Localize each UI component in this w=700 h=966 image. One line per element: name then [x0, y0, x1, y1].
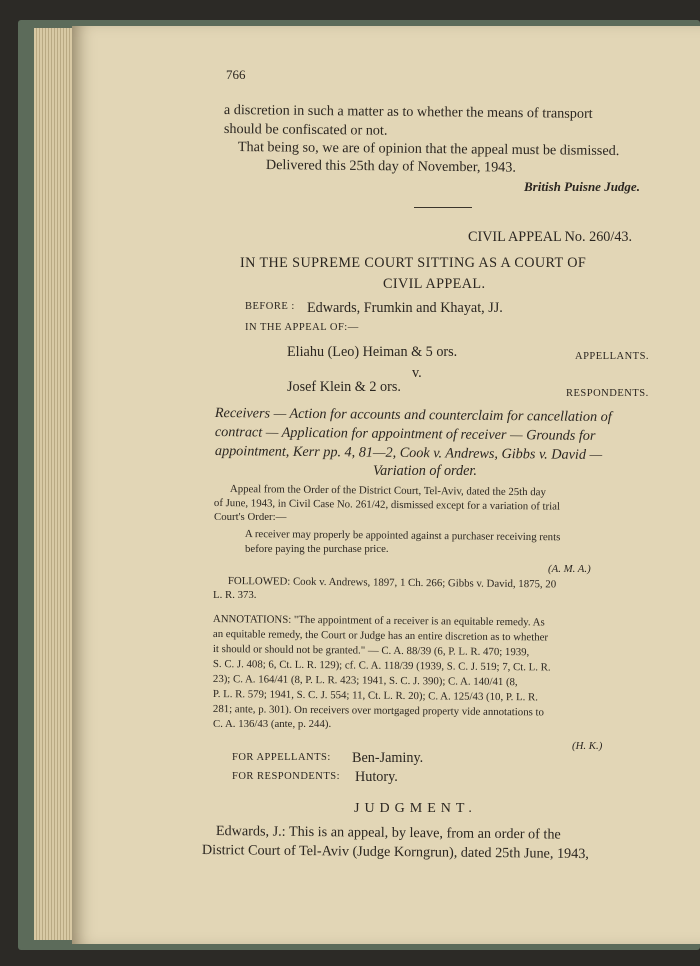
summary-line: Court's Order:— [214, 511, 287, 523]
appellants-counsel: Ben-Jaminy. [352, 750, 424, 766]
respondents-label: RESPONDENTS. [566, 388, 649, 399]
appellants-names: Eliahu (Leo) Heiman & 5 ors. [287, 344, 458, 360]
respondents-counsel-label: FOR RESPONDENTS: [232, 771, 341, 782]
court-heading: IN THE SUPREME COURT SITTING AS A COURT OF [240, 255, 587, 271]
annotation-line: ANNOTATIONS: "The appointment of a receiver is an equitable remedy. As [212, 613, 545, 629]
text-line: Delivered this 25th day of November, 1943. [265, 157, 517, 176]
summary-line: before paying the purchase price. [245, 543, 389, 555]
summary-line: A receiver may properly be appointed against a purchaser receiving rents [244, 528, 561, 544]
followed-line: L. R. 373. [213, 589, 257, 601]
before-label: BEFORE : [245, 301, 295, 312]
annotation-line: C. A. 136/43 (ante, p. 244). [213, 718, 332, 730]
initials: (A. M. A.) [548, 563, 591, 575]
text-line: a discretion in such a matter as to whether the means of transport [223, 102, 593, 122]
annotation-line: S. C. J. 408; 6, Ct. L. R. 129); cf. C. A. 118/39 (1939, S. C. J. 519; 7, Ct. L. R. [212, 658, 551, 674]
annotation-line: it should or should not be granted." — C. A. 88/39 (6, P. L. R. 470; 1939, [212, 643, 530, 659]
headnote-line: appointment, Kerr pp. 4, 81—2, Cook v. Andrews, Gibbs v. David — [214, 443, 603, 464]
headnote-line: Variation of order. [373, 463, 477, 479]
followed-line: FOLLOWED: Cook v. Andrews, 1897, 1 Ch. 266; Gibbs v. David, 1875, 20 [227, 575, 557, 591]
case-number: CIVIL APPEAL No. 260/43. [468, 229, 633, 245]
headnote-line: contract — Application for appointment of receiver — Grounds for [214, 424, 596, 444]
versus: v. [412, 365, 422, 381]
headnote-line: Receivers — Action for accounts and counterclaim for cancellation of [214, 405, 612, 426]
appeal-of-label: IN THE APPEAL OF:— [245, 322, 359, 333]
section-divider [414, 207, 472, 208]
judge-signature: British Puisne Judge. [524, 179, 640, 194]
annotation-line: 23); C. A. 164/41 (8, P. L. R. 423; 1941, S. C. J. 390); C. A. 140/41 (8, [212, 673, 518, 689]
annotation-line: 281; ante, p. 301). On receivers over mortgaged property vide annotations to [212, 703, 545, 719]
text-line: That being so, we are of opinion that the appeal must be dismissed. [237, 139, 620, 159]
summary-line: of June, 1943, in Civil Case No. 261/42, dismissed except for a variation of trial [213, 497, 561, 513]
court-heading: CIVIL APPEAL. [383, 276, 486, 292]
initials: (H. K.) [572, 740, 603, 752]
appellants-counsel-label: FOR APPELLANTS: [232, 752, 331, 763]
respondents-counsel: Hutory. [355, 769, 398, 785]
annotation-line: an equitable remedy, the Court or Judge has an entire discretion as to whether [212, 628, 549, 644]
judges: Edwards, Frumkin and Khayat, JJ. [307, 300, 503, 316]
respondents-names: Josef Klein & 2 ors. [287, 379, 401, 395]
judgment-line: District Court of Tel-Aviv (Judge Korngrun), dated 25th June, 1943, [201, 842, 589, 863]
judgment-line: Edwards, J.: This is an appeal, by leave, from an order of the [215, 823, 561, 843]
appellants-label: APPELLANTS. [575, 351, 650, 362]
text-line: should be confiscated or not. [223, 121, 388, 139]
summary-line: Appeal from the Order of the District Court, Tel-Aviv, dated the 25th day [229, 483, 546, 499]
annotation-line: P. L. R. 579; 1941, S. C. J. 554; 11, Ct. L. R. 20); C. A. 125/43 (10, P. L. R. [212, 688, 539, 704]
judgment-heading: JUDGMENT. [354, 801, 477, 816]
page-number: 766 [226, 67, 246, 82]
